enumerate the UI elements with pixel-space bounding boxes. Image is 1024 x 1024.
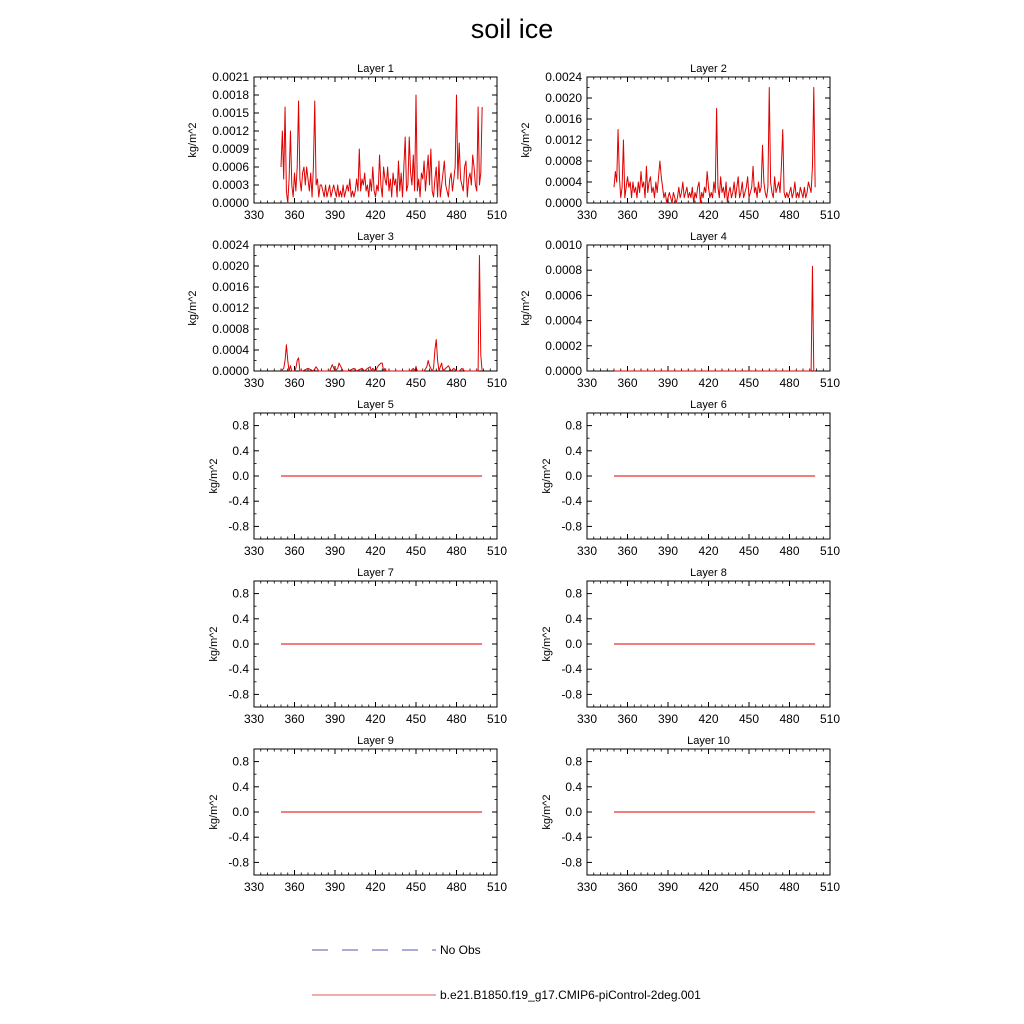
- x-tick-label: 330: [576, 208, 598, 222]
- y-tick-label: 0.0: [565, 637, 582, 651]
- x-tick-label: 420: [365, 544, 386, 558]
- y-tick-label: 0.0006: [545, 288, 582, 303]
- x-tick-label: 480: [779, 880, 800, 894]
- y-tick-label: 0.0004: [545, 313, 582, 328]
- x-tick-label: 390: [657, 208, 679, 222]
- plot-frame: [254, 245, 497, 371]
- x-tick-label: 510: [486, 880, 508, 894]
- x-tick-label: 330: [243, 544, 265, 558]
- y-tick-label: 0.0012: [212, 124, 249, 138]
- x-tick-label: 330: [576, 880, 598, 894]
- series-line: [281, 95, 482, 203]
- y-axis-label: kg/m^2: [208, 794, 220, 830]
- x-tick-label: 420: [698, 712, 719, 726]
- legend-label: b.e21.B1850.f19_g17.CMIP6-piControl-2deg.001: [440, 988, 701, 1002]
- x-tick-label: 330: [576, 712, 598, 726]
- panel-title: Layer 5: [357, 399, 394, 411]
- x-tick-label: 390: [657, 712, 679, 726]
- figure-title: soil ice: [470, 14, 554, 44]
- x-tick-label: 510: [486, 208, 508, 222]
- y-tick-label: 0.0016: [212, 280, 249, 294]
- x-tick-label: 450: [738, 376, 760, 390]
- x-tick-label: 450: [738, 544, 760, 558]
- x-tick-label: 510: [486, 544, 508, 558]
- y-tick-label: 0.0018: [212, 88, 249, 102]
- x-tick-label: 480: [446, 544, 467, 558]
- y-tick-label: -0.4: [228, 494, 249, 509]
- y-tick-label: 0.8: [232, 586, 249, 601]
- x-tick-label: 420: [365, 880, 386, 894]
- y-tick-label: 0.4: [232, 611, 249, 626]
- x-tick-label: 480: [446, 712, 467, 726]
- y-tick-label: 0.4: [565, 443, 582, 458]
- y-tick-label: 0.0000: [545, 364, 582, 378]
- y-axis-label: kg/m^2: [520, 122, 532, 158]
- panel-1: [187, 63, 507, 222]
- x-tick-label: 420: [698, 544, 719, 558]
- x-tick-label: 390: [324, 544, 346, 558]
- y-tick-label: 0.0000: [212, 364, 249, 378]
- panel-title: Layer 4: [690, 231, 727, 243]
- y-tick-label: 0.0012: [545, 133, 582, 147]
- legend-label: No Obs: [440, 943, 481, 957]
- y-tick-label: -0.8: [228, 519, 249, 534]
- y-tick-label: 0.0016: [545, 112, 582, 126]
- panel-9: [208, 735, 507, 894]
- y-tick-label: 0.0: [232, 805, 249, 819]
- y-tick-label: 0.4: [232, 779, 249, 794]
- y-tick-label: 0.0004: [545, 175, 582, 189]
- x-tick-label: 360: [284, 376, 305, 390]
- panel-8: [541, 567, 840, 726]
- y-tick-label: -0.8: [561, 519, 582, 534]
- y-tick-label: 0.0021: [212, 70, 249, 84]
- x-tick-label: 360: [617, 880, 638, 894]
- x-tick-label: 450: [738, 880, 760, 894]
- panel-title: Layer 3: [357, 231, 394, 243]
- panel-3: [187, 231, 507, 390]
- x-tick-label: 330: [243, 880, 265, 894]
- x-tick-label: 450: [738, 712, 760, 726]
- y-tick-label: -0.8: [228, 687, 249, 702]
- y-tick-label: 0.0: [565, 469, 582, 483]
- x-tick-label: 450: [405, 208, 427, 222]
- legend-item: [312, 988, 701, 1002]
- panel-title: Layer 9: [357, 735, 394, 747]
- x-tick-label: 420: [698, 208, 719, 222]
- y-tick-label: -0.8: [228, 855, 249, 870]
- y-axis-label: kg/m^2: [520, 290, 532, 326]
- x-tick-label: 390: [324, 208, 346, 222]
- x-tick-label: 360: [284, 712, 305, 726]
- y-tick-label: 0.0008: [212, 322, 249, 336]
- y-tick-label: 0.4: [565, 779, 582, 794]
- x-tick-label: 450: [405, 712, 427, 726]
- y-tick-label: 0.0024: [212, 238, 249, 252]
- series-line: [614, 266, 815, 371]
- panel-title: Layer 7: [357, 567, 394, 579]
- x-tick-label: 390: [657, 544, 679, 558]
- x-tick-label: 330: [243, 376, 265, 390]
- x-tick-label: 360: [284, 544, 305, 558]
- y-tick-label: 0.4: [232, 443, 249, 458]
- y-tick-label: 0.8: [232, 418, 249, 433]
- x-tick-label: 480: [446, 880, 467, 894]
- x-tick-label: 510: [486, 712, 508, 726]
- legend: [312, 943, 701, 1002]
- x-tick-label: 330: [576, 376, 598, 390]
- x-tick-label: 480: [779, 712, 800, 726]
- y-tick-label: 0.0010: [545, 238, 582, 252]
- x-tick-label: 510: [819, 712, 841, 726]
- y-tick-label: 0.0000: [545, 196, 582, 210]
- y-axis-label: kg/m^2: [208, 458, 220, 494]
- x-tick-label: 480: [779, 208, 800, 222]
- y-tick-label: 0.4: [565, 611, 582, 626]
- x-tick-label: 390: [324, 880, 346, 894]
- y-tick-label: -0.4: [228, 662, 249, 677]
- panel-5: [208, 399, 507, 558]
- x-tick-label: 360: [617, 544, 638, 558]
- y-tick-label: -0.4: [561, 494, 582, 509]
- x-tick-label: 450: [405, 880, 427, 894]
- y-tick-label: 0.0012: [212, 301, 249, 315]
- x-tick-label: 360: [617, 712, 638, 726]
- x-tick-label: 390: [657, 376, 679, 390]
- y-tick-label: -0.4: [561, 662, 582, 677]
- y-axis-label: kg/m^2: [541, 626, 553, 662]
- x-tick-label: 330: [576, 544, 598, 558]
- x-tick-label: 510: [819, 544, 841, 558]
- x-tick-label: 330: [243, 712, 265, 726]
- y-tick-label: -0.8: [561, 687, 582, 702]
- y-tick-label: 0.0008: [545, 263, 582, 278]
- y-axis-label: kg/m^2: [187, 122, 199, 158]
- x-tick-label: 360: [617, 376, 638, 390]
- y-tick-label: 0.0020: [212, 259, 249, 273]
- y-axis-label: kg/m^2: [541, 794, 553, 830]
- y-tick-label: -0.4: [561, 830, 582, 845]
- panel-title: Layer 1: [357, 63, 394, 75]
- panel-title: Layer 6: [690, 399, 727, 411]
- x-tick-label: 360: [284, 880, 305, 894]
- y-tick-label: 0.0024: [545, 70, 582, 84]
- x-tick-label: 420: [698, 376, 719, 390]
- x-tick-label: 510: [486, 376, 508, 390]
- x-tick-label: 450: [405, 544, 427, 558]
- x-tick-label: 480: [446, 376, 467, 390]
- panel-2: [520, 63, 840, 222]
- panel-4: [520, 231, 840, 390]
- x-tick-label: 390: [657, 880, 679, 894]
- y-tick-label: 0.0002: [545, 338, 582, 353]
- x-tick-label: 510: [819, 208, 841, 222]
- x-tick-label: 480: [446, 208, 467, 222]
- y-tick-label: 0.0020: [545, 91, 582, 105]
- x-tick-label: 480: [779, 376, 800, 390]
- plot-frame: [587, 245, 830, 371]
- x-tick-label: 450: [405, 376, 427, 390]
- panel-title: Layer 10: [687, 735, 730, 747]
- x-tick-label: 420: [365, 208, 386, 222]
- x-tick-label: 450: [738, 208, 760, 222]
- x-tick-label: 360: [284, 208, 305, 222]
- x-tick-label: 330: [243, 208, 265, 222]
- legend-item: [312, 943, 481, 957]
- y-tick-label: 0.8: [565, 754, 582, 769]
- x-tick-label: 510: [819, 880, 841, 894]
- y-tick-label: 0.0004: [212, 343, 249, 357]
- y-tick-label: -0.4: [228, 830, 249, 845]
- y-tick-label: 0.0003: [212, 178, 249, 192]
- x-tick-label: 390: [324, 712, 346, 726]
- y-tick-label: 0.0015: [212, 106, 249, 120]
- panel-title: Layer 2: [690, 63, 727, 75]
- y-tick-label: 0.0009: [212, 142, 249, 156]
- y-tick-label: 0.0: [232, 637, 249, 651]
- panel-6: [541, 399, 840, 558]
- panel-10: [541, 735, 840, 894]
- series-line: [614, 88, 815, 204]
- x-tick-label: 420: [365, 376, 386, 390]
- y-tick-label: 0.0000: [212, 196, 249, 210]
- x-tick-label: 510: [819, 376, 841, 390]
- y-tick-label: 0.8: [232, 754, 249, 769]
- y-tick-label: -0.8: [561, 855, 582, 870]
- panel-title: Layer 8: [690, 567, 727, 579]
- y-tick-label: 0.0: [565, 805, 582, 819]
- x-tick-label: 420: [365, 712, 386, 726]
- y-tick-label: 0.8: [565, 418, 582, 433]
- y-axis-label: kg/m^2: [541, 458, 553, 494]
- y-tick-label: 0.8: [565, 586, 582, 601]
- y-axis-label: kg/m^2: [187, 290, 199, 326]
- x-tick-label: 480: [779, 544, 800, 558]
- y-tick-label: 0.0006: [212, 160, 249, 174]
- x-tick-label: 360: [617, 208, 638, 222]
- x-tick-label: 390: [324, 376, 346, 390]
- series-line: [281, 256, 482, 372]
- panel-7: [208, 567, 507, 726]
- y-tick-label: 0.0008: [545, 154, 582, 168]
- y-axis-label: kg/m^2: [208, 626, 220, 662]
- x-tick-label: 420: [698, 880, 719, 894]
- y-tick-label: 0.0: [232, 469, 249, 483]
